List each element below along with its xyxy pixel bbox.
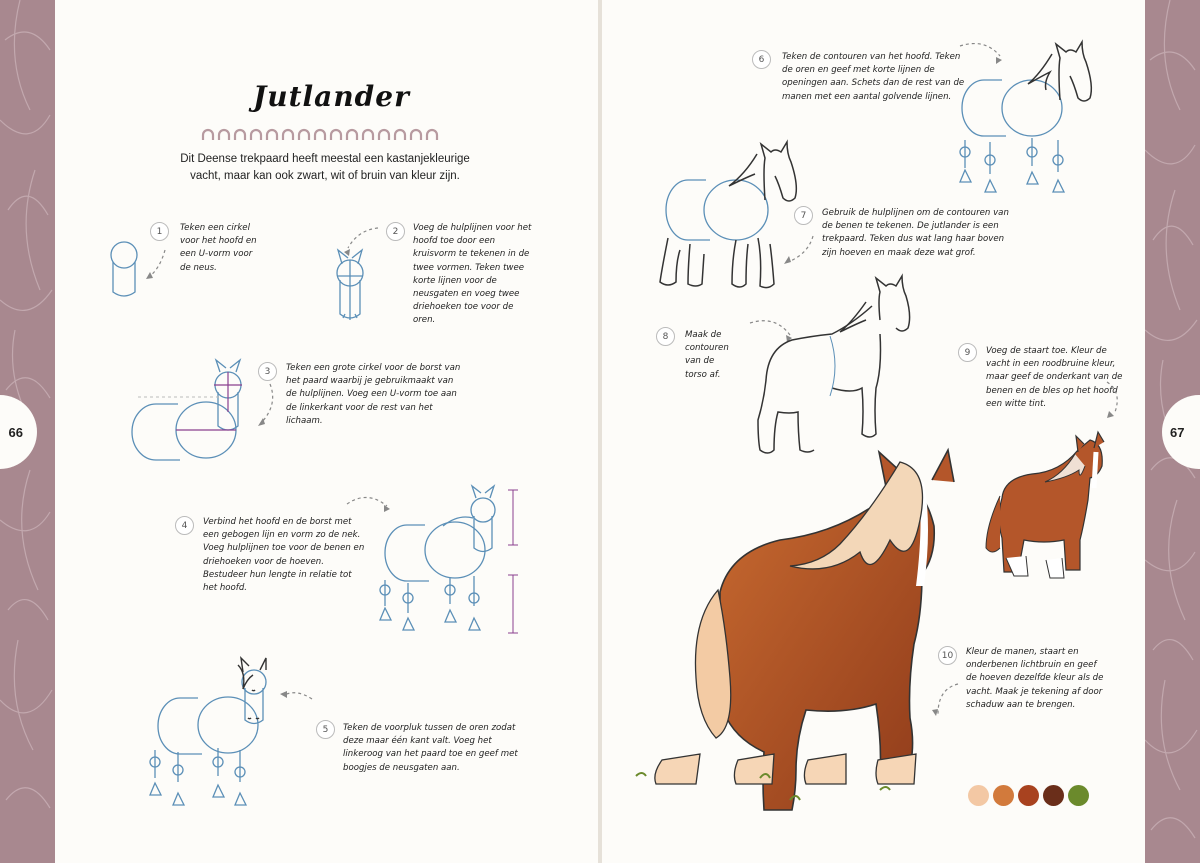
step-number-7: 7 [794, 206, 813, 225]
step-text-1: Teken een cirkel voor het hoofd en een U-vorm voor de neus. [180, 223, 257, 273]
step-text-9: Voeg de staart toe. Kleur de vacht in een roodbruine kleur, maar geef de onderkant van de benen en de bles op het hoofd een witte tint. [986, 346, 1123, 409]
step-number-10: 10 [938, 646, 957, 665]
step-number-5: 5 [316, 720, 335, 739]
swatch-1 [968, 785, 989, 806]
swatch-5 [1068, 785, 1089, 806]
step-text-6: Teken de contouren van het hoofd. Teken de oren en geef met korte lijnen de openingen aan. Schets dan de rest van de manen met een aantal golvende lijnen. [782, 52, 965, 102]
step-number-1: 1 [150, 222, 169, 241]
page-number-left: 66 [0, 395, 37, 469]
step-text-4: Verbind het hoofd en de borst met een gebogen lijn en vorm zo de nek. Voeg hulplijnen toe voor de benen en driehoeken voor de hoeven. Bestudeer hun lengte in relatie tot het hoofd. [203, 517, 365, 594]
colour-palette [968, 785, 1089, 806]
step-text-5: Teken de voorpluk tussen de oren zodat deze maar één kant valt. Voeg het linkeroog van het paard toe en geef met boogjes de neusgaten aan. [343, 723, 518, 773]
right-page [602, 0, 1145, 863]
step-number-3: 3 [258, 362, 277, 381]
step-text-10: Kleur de manen, staart en onderbenen lichtbruin en geef de hoeven dezelfde kleur als de vacht. Maak je tekening af door schaduw aan te brengen. [966, 647, 1104, 710]
page-title: Jutlander [253, 80, 410, 113]
step-number-6: 6 [752, 50, 771, 69]
swatch-3 [1018, 785, 1039, 806]
step-number-8: 8 [656, 327, 675, 346]
step-text-3: Teken een grote cirkel voor de borst van het paard waarbij je gebruikmaakt van de hulplijnen. Voeg een U-vorm toe aan de linkerkant voor de rest van het lichaam. [286, 363, 461, 426]
step-number-4: 4 [175, 516, 194, 535]
intro-text: Dit Deense trekpaard heeft meestal een kastanjekleurige vacht, maar kan ook zwart, wit of bruin van kleur zijn. [180, 153, 470, 182]
step-text-2: Voeg de hulplijnen voor het hoofd toe door een kruisvorm te tekenen in de twee vormen. Teken twee korte lijnen voor de neusgaten en voeg twee driehoeken toe voor de oren. [413, 223, 532, 326]
swatch-2 [993, 785, 1014, 806]
step-text-8: Maak de contouren van de torso af. [685, 330, 729, 380]
page-number-right: 67 [1162, 395, 1200, 469]
swatch-4 [1043, 785, 1064, 806]
step-number-9: 9 [958, 343, 977, 362]
step-number-2: 2 [386, 222, 405, 241]
step-text-7: Gebruik de hulplijnen om de contouren van de benen te tekenen. De jutlander is een trekpaard. Teken dus wat lang haar boven zijn hoeven en maak deze wat grof. [822, 208, 1009, 258]
